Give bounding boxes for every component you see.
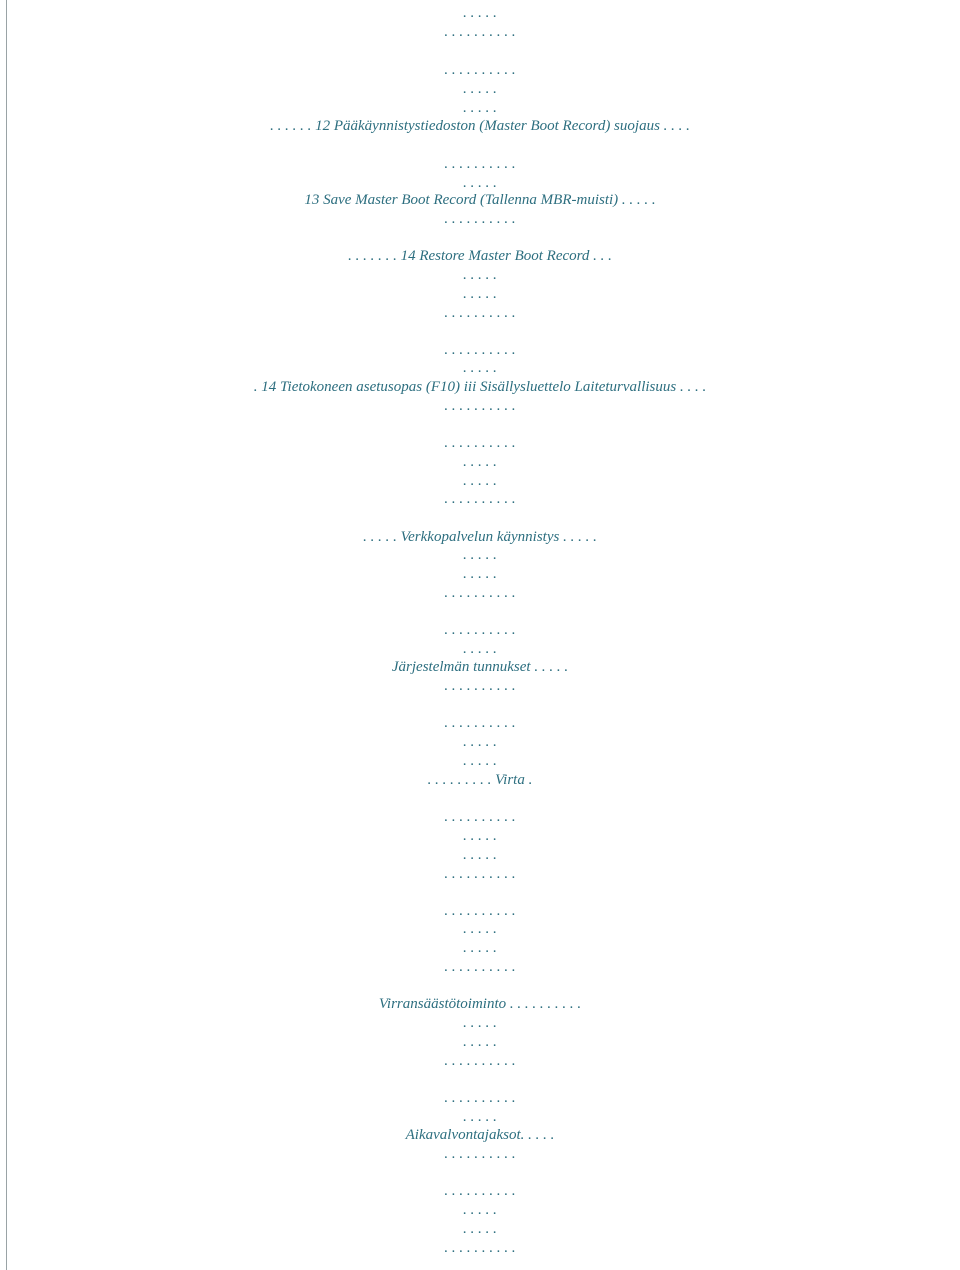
toc-line: . . . . . (463, 1034, 497, 1050)
toc-line: . . . . . . . . . . (444, 211, 516, 227)
toc-line: . . . . . . . . . . (444, 342, 516, 358)
toc-line: . . . . . (463, 175, 497, 191)
toc-line: . . . . . . . . . . (444, 62, 516, 78)
toc-line: . . . . . . . . . . (444, 1053, 516, 1069)
toc-line: . . . . . . . . . . (444, 24, 516, 40)
toc-entry-device-security: . 14 Tietokoneen asetusopas (F10) iii Sisällysluettelo Laiteturvallisuus . . . . (253, 379, 707, 395)
toc-line: . . . . . (463, 473, 497, 489)
toc-line: . . . . . (463, 547, 497, 563)
toc-line: . . . . . . . . . . (444, 1183, 516, 1199)
toc-line: . . . . . (463, 641, 497, 657)
toc-line: . . . . . (463, 847, 497, 863)
toc-line: . . . . . . . . . . (444, 435, 516, 451)
toc-line: . . . . . . . . . . (444, 903, 516, 919)
toc-line: . . . . . (463, 1109, 497, 1125)
toc-entry-master-boot-record-protection: . . . . . . 12 Pääkäynnistystiedoston (Master Boot Record) suojaus . . . . (270, 118, 690, 134)
toc-line: . . . . . . . . . . (444, 398, 516, 414)
toc-line: . . . . . (463, 921, 497, 937)
toc-entry-power: . . . . . . . . . Virta . (427, 772, 533, 788)
toc-line: . . . . . (463, 566, 497, 582)
toc-line: . . . . . (463, 1221, 497, 1237)
toc-line: . . . . . (463, 286, 497, 302)
toc-line: . . . . . (463, 940, 497, 956)
toc-entry-network-service-boot: . . . . . Verkkopalvelun käynnistys . . . . . (363, 529, 597, 545)
toc-line: . . . . . (463, 753, 497, 769)
toc-line: . . . . . (463, 454, 497, 470)
toc-line: . . . . . . . . . . (444, 585, 516, 601)
toc-line: . . . . . (463, 267, 497, 283)
toc-line: . . . . . (463, 81, 497, 97)
toc-line: . . . . . . . . . . (444, 959, 516, 975)
toc-entry-restore-master-boot-record: . . . . . . . 14 Restore Master Boot Record . . . (348, 248, 612, 264)
toc-line: . . . . . . . . . . (444, 866, 516, 882)
toc-line: . . . . . (463, 1202, 497, 1218)
toc-line: . . . . . (463, 1015, 497, 1031)
toc-line: . . . . . . . . . . (444, 809, 516, 825)
toc-entry-save-master-boot-record: 13 Save Master Boot Record (Tallenna MBR-muisti) . . . . . (304, 192, 656, 208)
toc-line: . . . . . . . . . . (444, 491, 516, 507)
toc-line: . . . . . . . . . . (444, 1240, 516, 1256)
toc-entry-timeouts: Aikavalvontajaksot. . . . . (405, 1127, 555, 1143)
toc-line: . . . . . . . . . . (444, 1146, 516, 1162)
toc-line: . . . . . . . . . . (444, 715, 516, 731)
toc-line: . . . . . (463, 100, 497, 116)
toc-line: . . . . . (463, 828, 497, 844)
toc-line: . . . . . . . . . . (444, 305, 516, 321)
toc-line: . . . . . . . . . . (444, 622, 516, 638)
toc-line: . . . . . (463, 734, 497, 750)
toc-line: . . . . . . . . . . (444, 156, 516, 172)
toc-entry-power-saving: Virransäästötoiminto . . . . . . . . . . (378, 996, 582, 1012)
toc-line: . . . . . (463, 360, 497, 376)
toc-line: . . . . . . . . . . (444, 1090, 516, 1106)
toc-entry-system-ids: Järjestelmän tunnukset . . . . . (391, 659, 569, 675)
toc-line: . . . . . . . . . . (444, 678, 516, 694)
toc-line: . . . . . (463, 5, 497, 21)
